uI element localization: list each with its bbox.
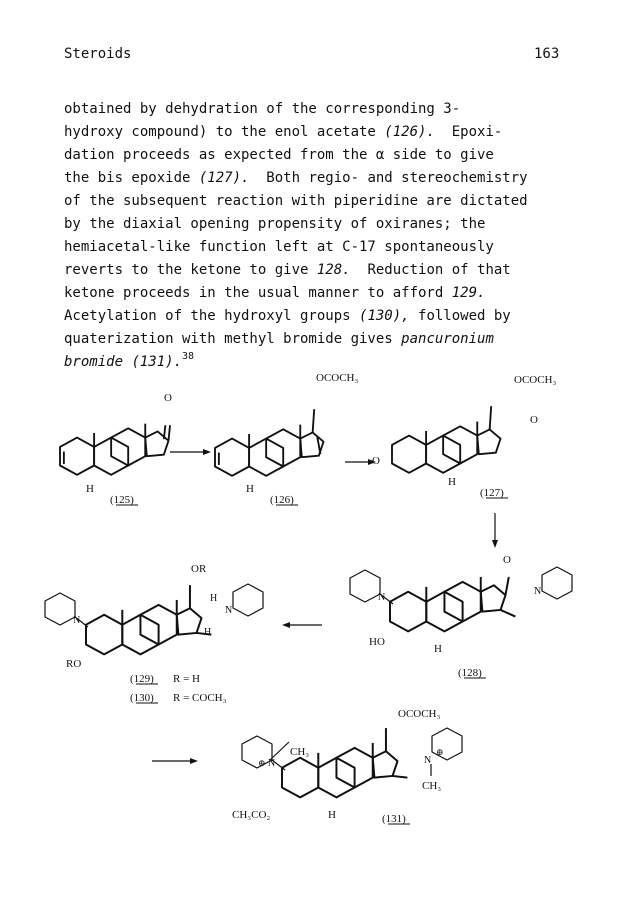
svg-text:H: H (434, 643, 442, 655)
svg-text:N: N (424, 755, 432, 766)
text-line: Acetylation of the hydroxyl groups (130), followed by (64, 308, 511, 324)
running-header-title: Steroids (64, 46, 132, 62)
svg-text:CH₃: CH₃ (290, 746, 310, 758)
svg-text:CH₃CO₂: CH₃CO₂ (232, 809, 271, 821)
svg-text:R = H: R = H (173, 673, 200, 685)
compound-127 (372, 374, 557, 499)
reaction-arrow (492, 513, 498, 548)
text-line: dation proceeds as expected from the α side to give (64, 147, 494, 163)
compound-131 (232, 708, 462, 825)
text-line: by the diaxial opening propensity of oxiranes; the (64, 216, 486, 232)
text-line: hemiacetal-like function left at C-17 spontaneously (64, 239, 494, 255)
svg-text:O: O (164, 392, 172, 404)
reaction-arrow (152, 758, 198, 764)
reaction-scheme (0, 360, 632, 900)
svg-text:N: N (268, 758, 276, 769)
drug-name: pancuronium (401, 331, 494, 347)
svg-text:OCOCH₃: OCOCH₃ (398, 708, 441, 720)
svg-text:N: N (73, 615, 81, 626)
svg-text:H: H (210, 593, 218, 604)
svg-text:RO: RO (66, 658, 82, 670)
compound-label: (126) (270, 494, 294, 506)
svg-text:H: H (204, 627, 212, 638)
svg-text:O: O (372, 455, 380, 467)
svg-text:O: O (530, 414, 538, 426)
compound-label: (129) (130, 673, 154, 685)
compound-129-130 (45, 563, 263, 704)
compound-label: (131) (382, 813, 406, 825)
svg-text:⊕: ⊕ (436, 747, 444, 757)
reaction-arrow (170, 449, 211, 455)
text-line: bromide (131).$^{38}$ (64, 351, 195, 370)
text-line: reverts to the ketone to give 128. Reduction of that (64, 262, 511, 278)
svg-text:N: N (534, 586, 542, 597)
svg-text:H: H (328, 809, 336, 821)
compound-label: (125) (110, 494, 134, 506)
reference-superscript: 38 (182, 351, 195, 362)
svg-text:H: H (448, 476, 456, 488)
compound-125 (60, 392, 172, 506)
text-line: the bis epoxide (127). Both regio- and stereochemistry (64, 170, 528, 186)
svg-text:OCOCH₃: OCOCH₃ (316, 372, 359, 384)
text-line: quaterization with methyl bromide gives pancuronium (64, 331, 494, 347)
svg-text:OCOCH₃: OCOCH₃ (514, 374, 557, 386)
svg-text:CH₃: CH₃ (422, 780, 442, 792)
svg-text:⊕: ⊕ (258, 758, 266, 768)
compound-126 (215, 372, 359, 506)
svg-text:N: N (225, 605, 233, 616)
svg-text:N: N (378, 592, 386, 603)
text-line: ketone proceeds in the usual manner to afford 129. (64, 285, 486, 301)
svg-text:H: H (246, 483, 254, 495)
compound-label: (127) (480, 487, 504, 499)
svg-text:HO: HO (369, 636, 385, 648)
svg-text:R = COCH₃: R = COCH₃ (173, 692, 227, 704)
svg-text:OR: OR (191, 563, 207, 575)
svg-text:H: H (86, 483, 94, 495)
svg-text:O: O (503, 554, 511, 566)
text-line: hydroxy compound) to the enol acetate (126). Epoxi- (64, 124, 503, 140)
drug-name: bromide (64, 354, 124, 370)
compound-label: (130) (130, 692, 154, 704)
page-number: 163 (534, 46, 560, 62)
text-line: obtained by dehydration of the corresponding 3- (64, 101, 461, 117)
compound-128 (350, 554, 572, 679)
text-line: of the subsequent reaction with piperidine are dictated (64, 193, 528, 209)
body-paragraph (64, 98, 584, 374)
reaction-arrow (282, 622, 322, 628)
compound-label: (128) (458, 667, 482, 679)
